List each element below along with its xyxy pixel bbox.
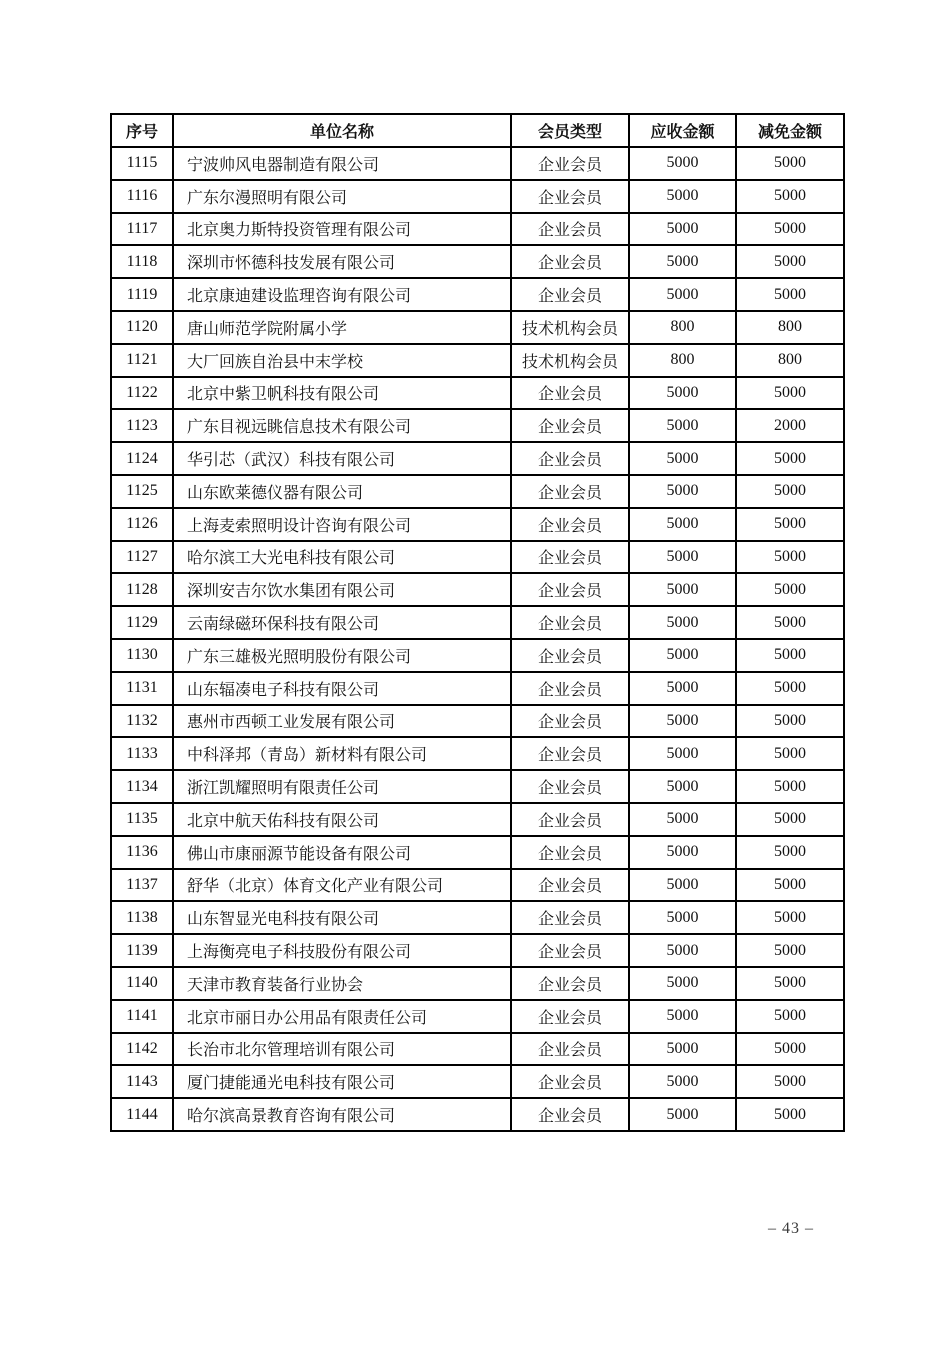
cell-reduction-amount: 2000 [736,409,844,442]
cell-index: 1139 [111,934,173,967]
cell-unit-name: 上海衡亮电子科技股份有限公司 [173,934,511,967]
cell-member-type: 企业会员 [511,639,629,672]
cell-index: 1133 [111,737,173,770]
cell-member-type: 企业会员 [511,803,629,836]
table-row [111,1033,844,1066]
cell-index: 1136 [111,836,173,869]
cell-receivable-amount: 5000 [629,934,736,967]
cell-unit-name: 深圳市怀德科技发展有限公司 [173,245,511,278]
table-row [111,770,844,803]
cell-unit-name: 长治市北尔管理培训有限公司 [173,1033,511,1066]
cell-unit-name: 天津市教育装备行业协会 [173,967,511,1000]
table-row [111,180,844,213]
cell-unit-name: 深圳安吉尔饮水集团有限公司 [173,573,511,606]
table-row [111,1098,844,1131]
cell-reduction-amount: 5000 [736,606,844,639]
table-row [111,901,844,934]
cell-receivable-amount: 5000 [629,475,736,508]
cell-receivable-amount: 5000 [629,573,736,606]
table-row [111,278,844,311]
column-header-index: 序号 [111,114,173,147]
cell-reduction-amount: 5000 [736,508,844,541]
cell-member-type: 企业会员 [511,1033,629,1066]
cell-reduction-amount: 5000 [736,672,844,705]
table-row [111,803,844,836]
membership-fee-table [110,113,845,1132]
cell-member-type: 技术机构会员 [511,311,629,344]
cell-index: 1121 [111,344,173,377]
column-header-member-type: 会员类型 [511,114,629,147]
cell-reduction-amount: 5000 [736,1033,844,1066]
table-row [111,377,844,410]
cell-reduction-amount: 5000 [736,245,844,278]
cell-receivable-amount: 5000 [629,869,736,902]
cell-member-type: 技术机构会员 [511,344,629,377]
cell-unit-name: 上海麦索照明设计咨询有限公司 [173,508,511,541]
cell-reduction-amount: 5000 [736,573,844,606]
table-row [111,475,844,508]
cell-index: 1137 [111,869,173,902]
cell-unit-name: 广东三雄极光照明股份有限公司 [173,639,511,672]
cell-unit-name: 广东目视远眺信息技术有限公司 [173,409,511,442]
cell-member-type: 企业会员 [511,1098,629,1131]
cell-unit-name: 山东智显光电科技有限公司 [173,901,511,934]
cell-reduction-amount: 5000 [736,278,844,311]
cell-index: 1141 [111,1000,173,1033]
cell-index: 1142 [111,1033,173,1066]
cell-member-type: 企业会员 [511,672,629,705]
cell-receivable-amount: 5000 [629,803,736,836]
table-row [111,737,844,770]
table-row [111,573,844,606]
cell-unit-name: 佛山市康丽源节能设备有限公司 [173,836,511,869]
table-row [111,409,844,442]
table-row [111,705,844,738]
cell-receivable-amount: 5000 [629,967,736,1000]
cell-receivable-amount: 5000 [629,409,736,442]
cell-reduction-amount: 800 [736,344,844,377]
cell-receivable-amount: 5000 [629,442,736,475]
cell-member-type: 企业会员 [511,1000,629,1033]
cell-reduction-amount: 5000 [736,1065,844,1098]
cell-receivable-amount: 5000 [629,1098,736,1131]
cell-unit-name: 华引芯（武汉）科技有限公司 [173,442,511,475]
cell-index: 1122 [111,377,173,410]
cell-unit-name: 中科泽邦（青岛）新材料有限公司 [173,737,511,770]
cell-reduction-amount: 5000 [736,377,844,410]
cell-unit-name: 大厂回族自治县中末学校 [173,344,511,377]
cell-unit-name: 厦门捷能通光电科技有限公司 [173,1065,511,1098]
cell-receivable-amount: 5000 [629,705,736,738]
table-row [111,541,844,574]
table-row [111,967,844,1000]
cell-receivable-amount: 5000 [629,213,736,246]
cell-member-type: 企业会员 [511,147,629,180]
cell-member-type: 企业会员 [511,442,629,475]
cell-reduction-amount: 5000 [736,737,844,770]
cell-index: 1144 [111,1098,173,1131]
cell-receivable-amount: 5000 [629,541,736,574]
cell-index: 1126 [111,508,173,541]
cell-index: 1123 [111,409,173,442]
cell-receivable-amount: 5000 [629,901,736,934]
table-row [111,836,844,869]
table-row [111,147,844,180]
cell-unit-name: 惠州市西顿工业发展有限公司 [173,705,511,738]
table-row [111,639,844,672]
cell-unit-name: 广东尔漫照明有限公司 [173,180,511,213]
cell-index: 1116 [111,180,173,213]
table-row [111,311,844,344]
table-row [111,869,844,902]
cell-reduction-amount: 5000 [736,803,844,836]
cell-reduction-amount: 5000 [736,967,844,1000]
table-row [111,1000,844,1033]
cell-index: 1131 [111,672,173,705]
cell-reduction-amount: 5000 [736,1000,844,1033]
cell-unit-name: 北京奥力斯特投资管理有限公司 [173,213,511,246]
cell-receivable-amount: 5000 [629,1000,736,1033]
column-header-unit-name: 单位名称 [173,114,511,147]
cell-receivable-amount: 5000 [629,180,736,213]
cell-member-type: 企业会员 [511,573,629,606]
table-header-row [111,114,844,147]
cell-unit-name: 哈尔滨高景教育咨询有限公司 [173,1098,511,1131]
cell-index: 1132 [111,705,173,738]
cell-member-type: 企业会员 [511,541,629,574]
cell-receivable-amount: 5000 [629,1065,736,1098]
cell-reduction-amount: 5000 [736,770,844,803]
cell-receivable-amount: 5000 [629,672,736,705]
cell-index: 1119 [111,278,173,311]
table-row [111,606,844,639]
cell-member-type: 企业会员 [511,705,629,738]
cell-reduction-amount: 5000 [736,901,844,934]
table-row [111,934,844,967]
table-row [111,245,844,278]
cell-reduction-amount: 5000 [736,213,844,246]
table-row [111,508,844,541]
cell-index: 1143 [111,1065,173,1098]
cell-unit-name: 北京市丽日办公用品有限责任公司 [173,1000,511,1033]
cell-reduction-amount: 5000 [736,1098,844,1131]
cell-unit-name: 山东欧莱德仪器有限公司 [173,475,511,508]
cell-receivable-amount: 800 [629,344,736,377]
cell-reduction-amount: 5000 [736,475,844,508]
cell-member-type: 企业会员 [511,508,629,541]
cell-unit-name: 山东辐凑电子科技有限公司 [173,672,511,705]
page-number: – 43 – [768,1220,814,1237]
cell-member-type: 企业会员 [511,770,629,803]
cell-unit-name: 舒华（北京）体育文化产业有限公司 [173,869,511,902]
cell-member-type: 企业会员 [511,377,629,410]
cell-member-type: 企业会员 [511,869,629,902]
cell-member-type: 企业会员 [511,409,629,442]
table-row [111,442,844,475]
cell-index: 1125 [111,475,173,508]
cell-reduction-amount: 5000 [736,442,844,475]
cell-receivable-amount: 800 [629,311,736,344]
cell-receivable-amount: 5000 [629,770,736,803]
cell-index: 1138 [111,901,173,934]
cell-reduction-amount: 5000 [736,836,844,869]
table-row [111,1065,844,1098]
cell-receivable-amount: 5000 [629,377,736,410]
cell-member-type: 企业会员 [511,1065,629,1098]
cell-index: 1124 [111,442,173,475]
cell-index: 1120 [111,311,173,344]
cell-unit-name: 北京中紫卫帆科技有限公司 [173,377,511,410]
cell-member-type: 企业会员 [511,737,629,770]
table-row [111,672,844,705]
cell-member-type: 企业会员 [511,967,629,1000]
cell-member-type: 企业会员 [511,836,629,869]
cell-index: 1115 [111,147,173,180]
cell-index: 1127 [111,541,173,574]
cell-reduction-amount: 5000 [736,869,844,902]
cell-reduction-amount: 5000 [736,639,844,672]
cell-receivable-amount: 5000 [629,245,736,278]
cell-index: 1117 [111,213,173,246]
cell-index: 1140 [111,967,173,1000]
cell-unit-name: 浙江凯耀照明有限责任公司 [173,770,511,803]
cell-receivable-amount: 5000 [629,147,736,180]
cell-member-type: 企业会员 [511,245,629,278]
cell-unit-name: 唐山师范学院附属小学 [173,311,511,344]
cell-reduction-amount: 5000 [736,934,844,967]
cell-reduction-amount: 800 [736,311,844,344]
cell-index: 1135 [111,803,173,836]
cell-reduction-amount: 5000 [736,180,844,213]
cell-receivable-amount: 5000 [629,1033,736,1066]
cell-unit-name: 北京中航天佑科技有限公司 [173,803,511,836]
cell-index: 1128 [111,573,173,606]
column-header-reduction-amount: 减免金额 [736,114,844,147]
cell-index: 1129 [111,606,173,639]
cell-member-type: 企业会员 [511,180,629,213]
cell-receivable-amount: 5000 [629,639,736,672]
cell-index: 1134 [111,770,173,803]
cell-member-type: 企业会员 [511,278,629,311]
cell-reduction-amount: 5000 [736,147,844,180]
cell-receivable-amount: 5000 [629,836,736,869]
cell-unit-name: 云南绿磁环保科技有限公司 [173,606,511,639]
table-row [111,213,844,246]
cell-member-type: 企业会员 [511,901,629,934]
column-header-receivable-amount: 应收金额 [629,114,736,147]
cell-receivable-amount: 5000 [629,606,736,639]
cell-receivable-amount: 5000 [629,508,736,541]
table-row [111,344,844,377]
cell-member-type: 企业会员 [511,606,629,639]
cell-index: 1118 [111,245,173,278]
cell-index: 1130 [111,639,173,672]
cell-reduction-amount: 5000 [736,541,844,574]
cell-member-type: 企业会员 [511,934,629,967]
cell-member-type: 企业会员 [511,213,629,246]
cell-receivable-amount: 5000 [629,737,736,770]
cell-member-type: 企业会员 [511,475,629,508]
cell-unit-name: 北京康迪建设监理咨询有限公司 [173,278,511,311]
cell-receivable-amount: 5000 [629,278,736,311]
cell-unit-name: 哈尔滨工大光电科技有限公司 [173,541,511,574]
cell-unit-name: 宁波帅风电器制造有限公司 [173,147,511,180]
cell-reduction-amount: 5000 [736,705,844,738]
